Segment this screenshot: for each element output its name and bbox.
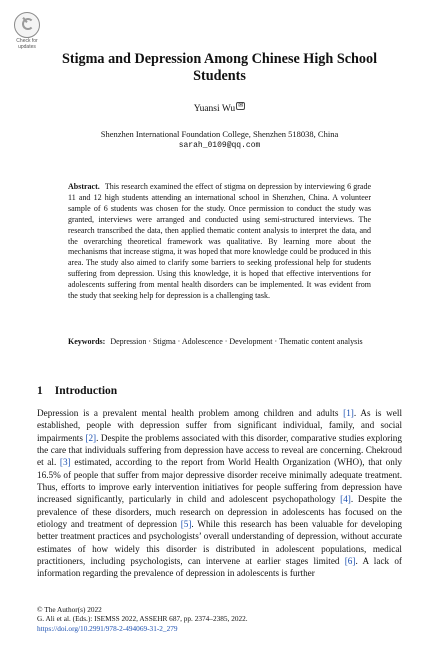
intro-text: . Despite the problems associated with this disorder, comparative studies exploring the care that individuals suffering from depression have access to reveal are concerning. Chekroud et al. [37, 432, 402, 468]
keywords-label: Keywords: [68, 337, 106, 346]
citation-link[interactable]: [3] [59, 457, 71, 468]
citation: G. Ali et al. (Eds.): ISEMSS 2022, ASSEHR 687, pp. 2374–2385, 2022. [37, 614, 248, 624]
intro-text: . Despite the prevalence of these disorders, much research on depression in adolescents has focused on the etiology and treatment of depression [37, 494, 402, 530]
badge-label-line1: Check for [16, 38, 38, 44]
citation-link[interactable]: [2] [85, 432, 97, 443]
page-footer [37, 605, 248, 633]
abstract-label: Abstract. [68, 182, 100, 191]
paper-title: Stigma and Depression Among Chinese High School Students [61, 51, 378, 84]
citation-link[interactable]: [1] [343, 408, 354, 418]
section-heading [37, 385, 117, 397]
check-for-updates-icon [14, 12, 40, 38]
affiliation: Shenzhen International Foundation College, Shenzhen 518038, China [100, 129, 339, 139]
citation-link[interactable]: [6] [344, 556, 356, 567]
citation-link[interactable]: [4] [340, 494, 351, 505]
intro-text: Depression is a prevalent mental health problem among children and adults [37, 408, 344, 418]
check-for-updates-badge[interactable] [14, 12, 40, 50]
section-title: Introduction [54, 385, 118, 397]
intro-text: . A lack of information regarding the prevalence of depression in adolescents is further [37, 556, 402, 579]
email-icon[interactable]: ✉ [238, 103, 244, 109]
badge-label-line2: updates [18, 43, 36, 50]
intro-text: . While this research has been valuable for developing better treatment practices and psychologists’ overall understanding of depression, without accurate estimates of how widely this disorder is distributed in adolescent populations, medical practitioners, including psychologists, can intervene at earlier stages limited [37, 519, 403, 567]
author [0, 102, 439, 114]
keywords-text: Depression · Stigma · Adolescence · Development · Thematic content analysis [110, 337, 363, 346]
section-number: 1 [37, 385, 43, 397]
abstract [68, 182, 371, 302]
author-name: Yuansi Wu [193, 104, 236, 115]
abstract-text: This research examined the effect of stigma on depression by interviewing 6 grade 11 and 12 high students attending an international school in Shenzhen, China. A volunteer sample of 6 students was chosen for the study. Once permission to conduct the study was granted, interviews were arranged and conducted using semi-structured interviews. The research transcribed the data, then applied thematic content analysis to interpret the data, and the overarching theoretical framework was qualitative. By learning more about the mechanisms that increase stigma, it was hoped that more knowledge could be produced in this area. The study also aimed to clarify some barriers to seeking professional help for students suffering from depression. Using this knowledge, it is hoped that effective interventions for adolescents suffering from mental health disorders can be implemented. It was evident from the study that seeking help for depression is a challenging task. [68, 182, 371, 301]
copyright: © The Author(s) 2022 [37, 605, 102, 614]
intro-text: . As is well established, people with depression suffer from significant individual, family, and social impairments [37, 408, 402, 443]
intro-text: estimated, according to the report from World Health Organization (WHO), that only 16.5% of people that suffer from major depressive disorder receive minimally adequate treatment. Thus, efforts to improve early intervention initiatives for people suffering from depression have increased significantly, particularly in child and adolescent psychopathology [37, 457, 402, 505]
doi-link[interactable]: https://doi.org/10.2991/978-2-494069-31-2_279 [37, 623, 178, 633]
introduction-paragraph [37, 407, 402, 580]
keywords [68, 337, 371, 348]
author-email[interactable]: sarah_0109@qq.com [178, 141, 261, 150]
badge-label [14, 39, 40, 50]
citation-link[interactable]: [5] [180, 519, 192, 530]
